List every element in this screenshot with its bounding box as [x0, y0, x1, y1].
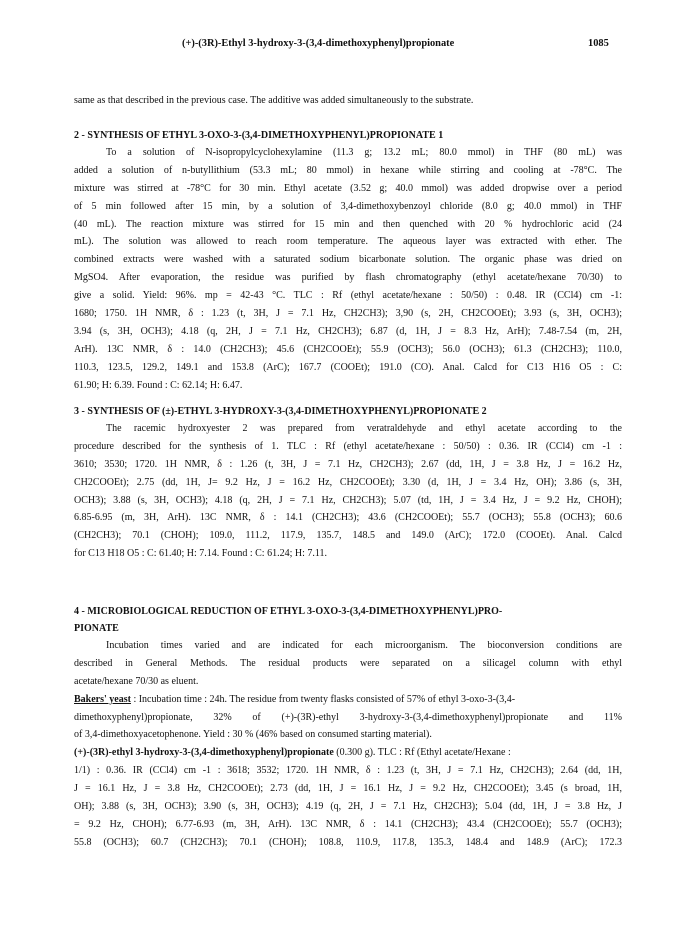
section-3-body [74, 420, 622, 563]
text-line: = 9.2 Hz, CHOH); 6.77-6.93 (m, 3H, ArH). 13C NMR, δ : 14.1 (CH2CH3); 43.4 (CH2COOEt); 55.7 (OCH3); [74, 818, 622, 830]
page-number: 1085 [588, 38, 609, 49]
text-line: 3.94 (s, 3H, OCH3); 4.18 (q, 2H, J = 7.1 Hz, CH2CH3); 6.87 (d, 1H, J = 8.3 Hz, ArH); 7.48-7.54 (m, 2H, [74, 325, 622, 337]
text-line: J = 16.1 Hz, J = 3.8 Hz, CH2COOEt); 2.73 (dd, 1H, J = 16.1 Hz, J = 9.2 Hz, CH2COOEt); 3.45 (s broad, 1H, [74, 783, 622, 795]
text-line: give a solid. Yield: 96%. mp = 42-43 °C. TLC : Rf (ethyl acetate/hexane : 50/50) : 0.48. IR (CCl4) cm -1: [74, 290, 622, 302]
text-line: 6.85-6.95 (m, 3H, ArH). 13C NMR, δ : 14.1 (CH2CH3); 43.6 (CH2COOEt); 55.7 (OCH3); 55.8 (OCH3); 60.6 [74, 512, 622, 524]
text-line: OCH3); 3.88 (s, 3H, OCH3); 4.18 (q, 2H, J = 7.1 Hz, CH2CH3); 5.07 (td, 1H, J = 3.4 Hz, J = 9.2 Hz, CHOH); [74, 494, 622, 506]
text-line: 110.3, 123.5, 129.2, 149.1 and 153.8 (ArC); 167.7 (COOEt); 191.0 (CO). Anal. Calcd for C13 H16 O5 : C: [74, 361, 622, 373]
bakers-yeast-label: Bakers' yeast [74, 693, 131, 705]
intro-line: same as that described in the previous case. The additive was added simultaneously to the substrate. [74, 95, 474, 106]
running-header [0, 38, 692, 54]
product-line [74, 744, 622, 762]
text-line: OH); 3.88 (s, 3H, OCH3); 3.90 (s, 3H, OCH3); 4.19 (q, 2H, J = 7.1 Hz, CH2CH3); 5.04 (dd, 1H, J = 3.8 Hz, J [74, 801, 622, 813]
text-line: of 5 min followed after 15 min, by a solution of 3,4-dimethoxybenzoyl chloride (8.0 g; 40.0 mmol) in THF [74, 200, 622, 212]
section-2-body [74, 144, 622, 394]
section-4-heading-line2: PIONATE [74, 623, 119, 634]
text-line: combined extracts were washed with a saturated sodium bicarbonate solution. The organic phase was dried on [74, 254, 622, 266]
section-2-heading: 2 - SYNTHESIS OF ETHYL 3-OXO-3-(3,4-DIMETHOXYPHENYL)PROPIONATE 1 [74, 130, 444, 141]
text-line: (40 mL). The reaction mixture was stirred for 15 min and then quenched with 20 % hydrochloric acid (24 [74, 218, 622, 230]
text-line: The racemic hydroxyester 2 was prepared from veratraldehyde and ethyl acetate according to the [106, 423, 622, 434]
text-line: described in General Methods. The residual products were separated on a silicagel column with ethyl [74, 657, 622, 669]
text-line: of 3,4-dimethoxyacetophenone. Yield : 30 % (46% based on consumed starting material). [74, 729, 432, 741]
text-line: CH2COOEt); 2.75 (dd, 1H, J= 9.2 Hz, J = 16.2 Hz, CH2COOEt); 3.30 (d, 1H, J = 3.4 Hz, OH); 3.86 (s, 3H, [74, 476, 622, 488]
text-line: : Incubation time : 24h. The residue from twenty flasks consisted of 57% of ethyl 3-oxo-3-(3,4- [130, 693, 516, 705]
text-line: acetate/hexane 70/30 as eluent. [74, 675, 199, 687]
text-line: Incubation times varied and are indicated for each microorganism. The bioconversion conditions are [106, 640, 622, 651]
text-line: MgSO4. After evaporation, the residue was purified by flash chromatography (ethyl acetate/hexane 70/30) to [74, 272, 622, 284]
text-line: 1680; 1750. 1H NMR, δ : 1.23 (t, 3H, J = 7.1 Hz, CH2CH3); 3,90 (s, 2H, CH2COOEt); 3.93 (s, 3H, OCH3); [74, 308, 622, 320]
text-line: 1/1) : 0.36. IR (CCl4) cm -1 : 3618; 3532; 1720. 1H NMR, δ : 1.23 (t, 3H, J = 7.1 Hz, CH2CH3); 2.64 (dd, 1H, [74, 765, 622, 777]
text-line: 61.90; H: 6.39. Found : C: 62.14; H: 6.47. [74, 379, 243, 391]
text-line: dimethoxyphenyl)propionate, 32% of (+)-(3R)-ethyl 3-hydroxy-3-(3,4-dimethoxyphenyl)propionate and 11% [74, 711, 622, 723]
section-4-body [74, 637, 622, 852]
text-line: mixture was stirred at -78°C for 30 min. Ethyl acetate (3.52 g; 40.0 mmol) was added dropwise over a period [74, 182, 622, 194]
text-line: mL). The solution was allowed to reach room temperature. The aqueous layer was extracted with ether. The [74, 236, 622, 248]
text-line: for C13 H18 O5 : C: 61.40; H: 7.14. Found : C: 61.24; H: 7.11. [74, 548, 327, 560]
text-line: (CH2CH3); 70.1 (CHOH); 109.0, 111.2, 117.9, 135.7, 148.5 and 149.0 (ArC); 172.0 (COOEt). Anal. Calcd [74, 530, 622, 542]
text-line: 3610; 3530; 1720. 1H NMR, δ : 1.26 (t, 3H, J = 7.1 Hz, CH2CH3); 2.67 (dd, 1H, J = 3.8 Hz, J = 16.2 Hz, [74, 458, 622, 470]
section-3-heading: 3 - SYNTHESIS OF (±)-ETHYL 3-HYDROXY-3-(3,4-DIMETHOXYPHENYL)PROPIONATE 2 [74, 406, 487, 417]
text-line: 55.8 (OCH3); 60.7 (CH2CH3); 70.1 (CHOH); 108.8, 110.9, 117.8, 135.3, 148.4 and 148.9 (ArC); 172.3 [74, 836, 622, 848]
text-line: (0.300 g). TLC : Rf (Ethyl acetate/Hexane : [333, 747, 511, 759]
bakers-yeast-line [74, 691, 622, 709]
text-line: added a solution of n-butyllithium (53.3 mL; 80 mmol) in hexane while stirring and cooling at -78°C. The [74, 164, 622, 176]
text-line: ArH). 13C NMR, δ : 14.0 (CH2CH3); 45.6 (CH2COOEt); 55.9 (OCH3); 56.0 (OCH3); 61.3 (CH2CH3); 110.0, [74, 343, 622, 355]
text-line: To a solution of N-isopropylcyclohexylamine (11.3 g; 13.2 mL; 80.0 mmol) in THF (80 mL) was [106, 147, 622, 158]
running-title: (+)-(3R)-Ethyl 3-hydroxy-3-(3,4-dimethoxyphenyl)propionate [182, 38, 455, 49]
text-line: procedure described for the synthesis of 1. TLC : Rf (ethyl acetate/hexane : 50/50) : 0.36. IR (CCl4) cm -1 : [74, 440, 622, 452]
product-label: (+)-(3R)-ethyl 3-hydroxy-3-(3,4-dimethoxyphenyl)propionate [74, 747, 334, 759]
section-4-heading-line1: 4 - MICROBIOLOGICAL REDUCTION OF ETHYL 3-OXO-3-(3,4-DIMETHOXYPHENYL)PRO- [74, 606, 503, 617]
